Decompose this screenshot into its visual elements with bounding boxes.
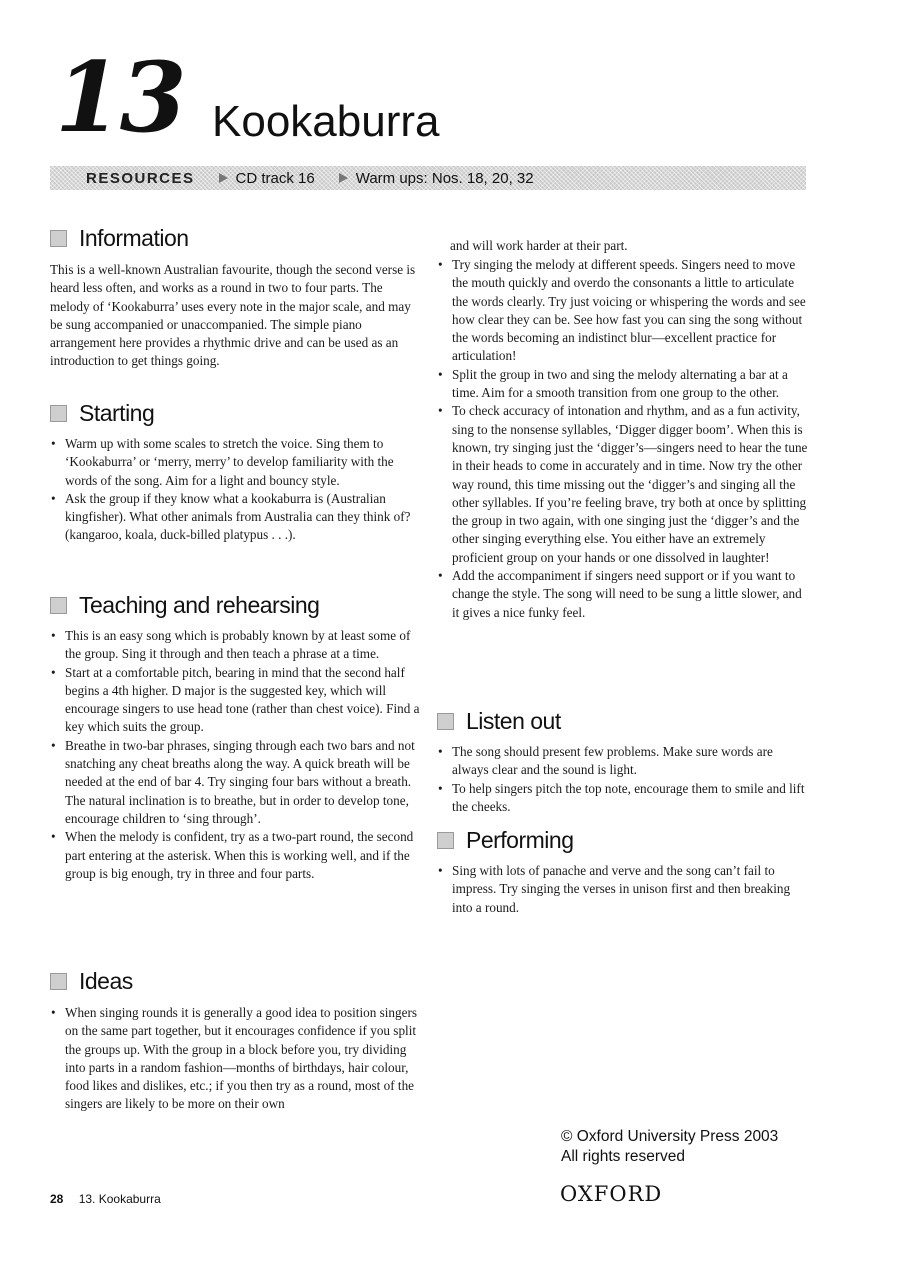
section-box-icon xyxy=(50,230,67,247)
running-title: 13. Kookaburra xyxy=(78,1192,161,1206)
section-title: Ideas xyxy=(79,968,133,994)
rights-line: All rights reserved xyxy=(561,1148,686,1165)
cd-track-text: CD track 16 xyxy=(235,169,315,187)
listen-out-list xyxy=(437,743,809,816)
list-item: • Warm up with some scales to stretch the voice. Sing them to ‘Kookaburra’ or ‘merry, merry’ to develop familiarity with the words of the song. Aim for a light and bouncy style. xyxy=(50,435,422,490)
warm-ups-text: Warm ups: Nos. 18, 20, 32 xyxy=(355,169,534,187)
publisher-logo: OXFORD xyxy=(560,1182,663,1206)
list-item: • Start at a comfortable pitch, bearing in mind that the second half begins a 4th higher. D major is the suggested key, which will encourage singers to use head tone (rather than chest voice). Find a key which suits the group. xyxy=(50,664,422,737)
list-item: • Ask the group if they know what a kookaburra is (Australian kingfisher). What other animals from Australia can they think of? (kangaroo, koala, duck-billed platypus . . .). xyxy=(50,490,422,545)
chapter-number: 13 xyxy=(55,41,185,154)
ideas-continuation: and will work harder at their part. xyxy=(450,238,628,253)
section-title: Starting xyxy=(79,400,155,426)
section-box-icon xyxy=(50,597,67,614)
resource-cd-track xyxy=(219,170,315,187)
section-heading-ideas xyxy=(50,968,133,994)
list-item: • Try singing the melody at different speeds. Singers need to move the mouth quickly and overdo the consonants a little to articulate the words clearly. Try just voicing or whispering the words and see how clear they can be. See how fast you can sing the song without the words becoming an indistinct blur—excellent practice for articulation! xyxy=(437,256,809,366)
section-heading-listen-out xyxy=(437,708,561,734)
list-item: • Add the accompaniment if singers need support or if you want to change the style. The song will need to be sung a little slower, and it gives a nice funky feel. xyxy=(437,567,809,622)
section-title: Performing xyxy=(466,827,574,853)
page-number: 28 xyxy=(50,1192,64,1206)
page-footer xyxy=(50,1192,161,1206)
list-item: • To check accuracy of intonation and rhythm, and as a fun activity, sing to the nonsense syllables, ‘Digger digger boom’. When this is known, try singing just the ‘digger’s—singers need to hear the tune in their heads to come in accurately and in time. Now try the other way round, this time missing out the ‘digger’s and singing all the other syllables. If you’re feeling brave, try both at once by splitting the group in two again, with one singing just the ‘digger’s and the other singing everything else. You either have an extremely proficient group on your hands or one dissolved in laughter! xyxy=(437,402,809,567)
section-heading-teaching xyxy=(50,592,320,618)
list-item: • To help singers pitch the top note, encourage them to smile and lift the cheeks. xyxy=(437,780,809,817)
teaching-list xyxy=(50,627,422,883)
play-arrow-icon xyxy=(339,173,348,183)
play-arrow-icon xyxy=(219,173,228,183)
list-item: • This is an easy song which is probably known by at least some of the group. Sing it through and then teach a phrase at a time. xyxy=(50,627,422,664)
copyright-notice xyxy=(561,1127,778,1167)
resources-bar xyxy=(50,166,806,190)
section-box-icon xyxy=(437,713,454,730)
resource-warm-ups xyxy=(339,170,534,187)
resources-label: RESOURCES xyxy=(86,169,195,187)
section-title: Information xyxy=(79,225,189,251)
ideas-list xyxy=(50,1004,422,1114)
chapter-title: Kookaburra xyxy=(212,97,440,146)
section-box-icon xyxy=(50,405,67,422)
section-heading-information xyxy=(50,225,189,251)
section-heading-performing xyxy=(437,827,574,853)
section-title: Listen out xyxy=(466,708,561,734)
information-paragraph: This is a well-known Australian favourite, though the second verse is heard less often, and works as a round in two to four parts. The melody of ‘Kookaburra’ uses every note in the major scale, and may be sung accompanied or unaccompanied. The simple piano arrangement here provides a rhythmic drive and can be used as an introduction to get things going. xyxy=(50,262,416,369)
list-item: • Breathe in two-bar phrases, singing through each two bars and not snatching any cheat breaths along the way. A quick breath will be needed at the end of bar 4. Try singing four bars without a breath. The natural inclination is to breathe, but in order to develop tone, encourage children to ‘sing through’. xyxy=(50,737,422,828)
starting-list xyxy=(50,435,422,545)
performing-list xyxy=(437,862,809,917)
list-item: • The song should present few problems. Make sure words are always clear and the sound is light. xyxy=(437,743,809,780)
section-heading-starting xyxy=(50,400,155,426)
list-item: • Sing with lots of panache and verve and the song can’t fail to impress. Try singing the verses in unison first and then breaking into a round. xyxy=(437,862,809,917)
list-item: • When the melody is confident, try as a two-part round, the second part entering at the asterisk. When this is working well, and if the group is big enough, try in three and four parts. xyxy=(50,828,422,883)
list-item: • Split the group in two and sing the melody alternating a bar at a time. Aim for a smooth transition from one group to the other. xyxy=(437,366,809,403)
list-item: • When singing rounds it is generally a good idea to position singers on the same part together, but it encourages confidence if you split the groups up. With the group in a block before you, try dividing into parts in a random fashion—months of birthdays, hair colour, food likes and dislikes, etc.; if you then try as a round, most of the singers are likely to be more on their own xyxy=(50,1004,422,1114)
section-title: Teaching and rehearsing xyxy=(79,592,320,618)
section-box-icon xyxy=(437,832,454,849)
section-box-icon xyxy=(50,973,67,990)
ideas-list-continued xyxy=(437,256,809,622)
copyright-line: © Oxford University Press 2003 xyxy=(561,1128,779,1145)
